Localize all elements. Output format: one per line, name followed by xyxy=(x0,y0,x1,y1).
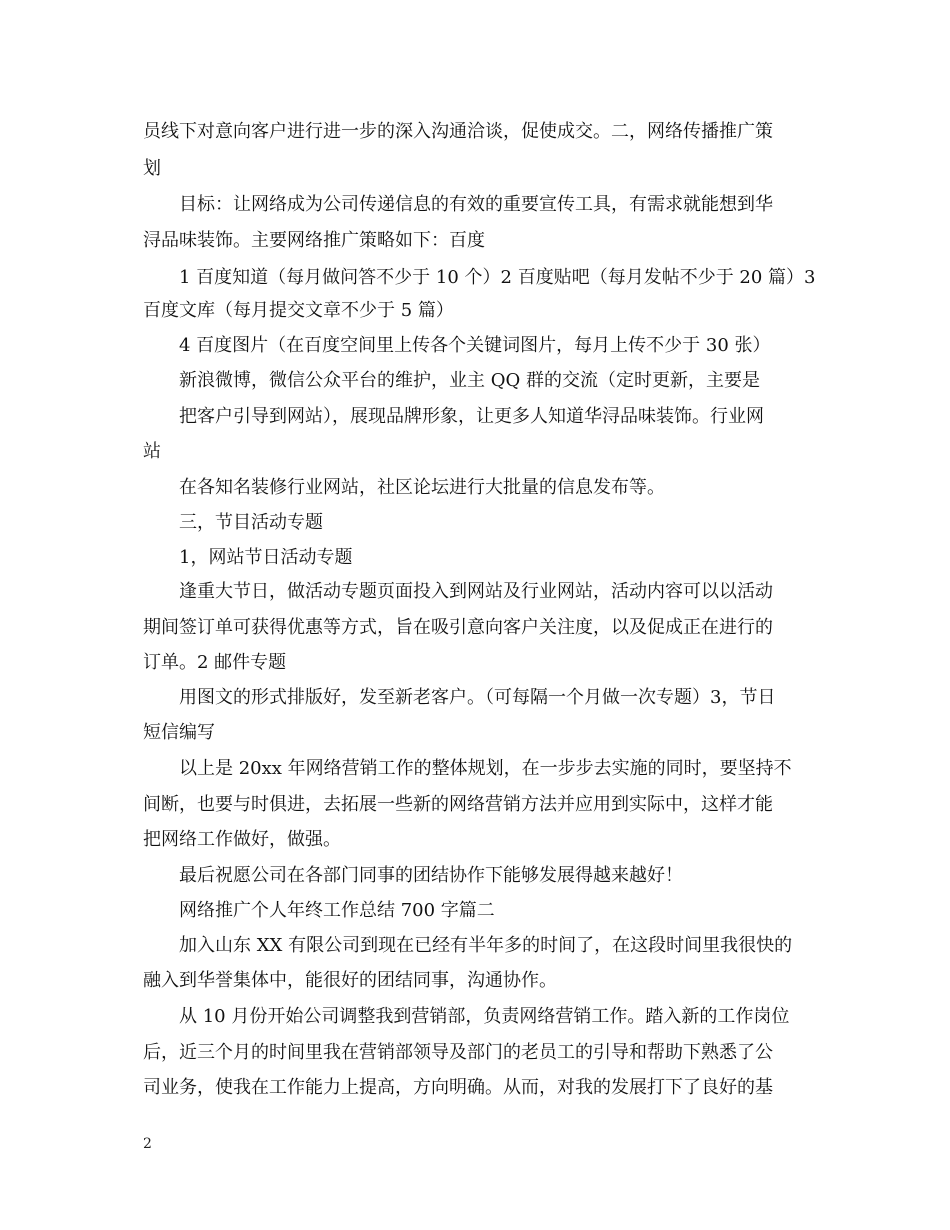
text-line: 最后祝愿公司在各部门同事的团结协作下能够发展得越来越好！ xyxy=(179,865,683,886)
article-title: 网络推广个人年终工作总结 700 字篇二 xyxy=(179,900,495,921)
text-line: 4 百度图片（在百度空间里上传各个关键词图片，每月上传不少于 30 张） xyxy=(179,335,771,356)
text-line: 短信编写 xyxy=(143,722,215,743)
text-line: 司业务，使我在工作能力上提高，方向明确。从而，对我的发展打下了良好的基 xyxy=(143,1077,773,1098)
section-heading: 三，节目活动专题 xyxy=(179,512,323,533)
text-line: 融入到华誉集体中，能很好的团结同事，沟通协作。 xyxy=(143,970,557,991)
text-line: 后，近三个月的时间里我在营销部领导及部门的老员工的引导和帮助下熟悉了公 xyxy=(143,1042,773,1063)
text-line: 百度文库（每月提交文章不少于 5 篇） xyxy=(143,300,454,321)
text-line: 期间签订单可获得优惠等方式，旨在吸引意向客户关注度，以及促成正在进行的 xyxy=(143,617,773,638)
text-line: 从 10 月份开始公司调整我到营销部，负责网络营销工作。踏入新的工作岗位 xyxy=(179,1006,790,1027)
text-line: 逢重大节日，做活动专题页面投入到网站及行业网站，活动内容可以以活动 xyxy=(179,581,773,602)
text-line: 把网络工作做好，做强。 xyxy=(143,829,341,850)
sub-heading: 1，网站节日活动专题 xyxy=(179,547,353,568)
page-number: 2 xyxy=(143,1136,152,1152)
text-line: 间断，也要与时俱进，去拓展一些新的网络营销方法并应用到实际中，这样才能 xyxy=(143,794,773,815)
text-line: 订单。2 邮件专题 xyxy=(143,652,287,673)
text-line: 以上是 20xx 年网络营销工作的整体规划，在一步步去实施的同时，要坚持不 xyxy=(179,758,792,779)
text-line: 用图文的形式排版好，发至新老客户。（可每隔一个月做一次专题）3，节日 xyxy=(179,687,776,708)
text-line: 1 百度知道（每月做问答不少于 10 个）2 百度贴吧（每月发帖不少于 20 篇）3 xyxy=(179,267,816,288)
text-line: 划 xyxy=(143,158,161,179)
text-line: 目标：让网络成为公司传递信息的有效的重要宣传工具，有需求就能想到华 xyxy=(179,194,773,215)
text-line: 浔品味装饰。主要网络推广策略如下：百度 xyxy=(143,230,485,251)
text-line: 把客户引导到网站），展现品牌形象，让更多人知道华浔品味装饰。行业网 xyxy=(179,406,764,427)
text-line: 员线下对意向客户进行进一步的深入沟通洽谈，促使成交。二，网络传播推广策 xyxy=(143,121,773,142)
text-line: 新浪微博，微信公众平台的维护，业主 QQ 群的交流（定时更新，主要是 xyxy=(179,370,760,391)
text-line: 站 xyxy=(143,441,161,462)
text-line: 在各知名装修行业网站，社区论坛进行大批量的信息发布等。 xyxy=(179,477,665,498)
text-line: 加入山东 XX 有限公司到现在已经有半年多的时间了，在这段时间里我很快的 xyxy=(179,935,793,956)
